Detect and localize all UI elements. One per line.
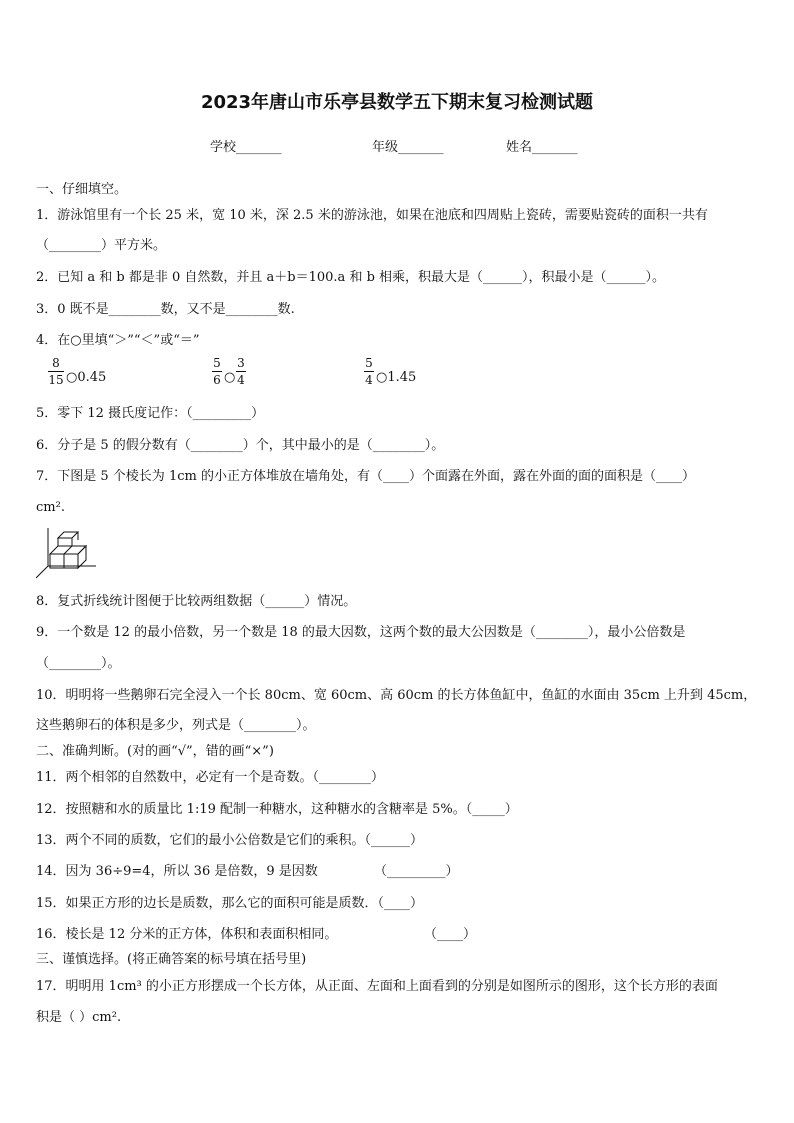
fraction-5-6: 5 6 — [213, 356, 221, 387]
question-15: 15．如果正方形的边长是质数，那么它的面积可能是质数．（____） — [36, 896, 424, 911]
question-17-line-1: 17．明明用 1cm³ 的小正方形摆成一个长方体，从正面、左面和上面看到的分别是如图所示的图形，这个长方形的表面 — [36, 979, 718, 994]
question-6: 6．分子是 5 的假分数有（________）个，其中最小的是（________）。 — [36, 438, 445, 453]
page-title: 2023年唐山市乐亭县数学五下期末复习检测试题 — [200, 92, 594, 113]
question-8: 8．复式折线统计图便于比较两组数据（______）情况。 — [36, 594, 357, 609]
question-4: 4．在○里填“＞”“＜”或“＝” — [36, 333, 200, 348]
question-5: 5．零下 12 摄氏度记作：（_________） — [36, 406, 265, 421]
fraction-5-4: 5 4 — [365, 356, 373, 387]
stacked-cubes-figure — [36, 528, 98, 582]
section-heading-2: 二、准确判断。(对的画“√”，错的画“×”) — [36, 744, 274, 759]
question-17-line-2: 积是（ ）cm². — [36, 1010, 122, 1025]
section-heading-3: 三、谨慎选择。(将正确答案的标号填在括号里) — [36, 952, 307, 967]
question-13: 13．两个不同的质数，它们的最小公倍数是它们的乘积。（______） — [36, 833, 424, 848]
section-heading-1: 一、仔细填空。 — [36, 182, 128, 197]
question-7-line-2: cm². — [36, 500, 65, 515]
question-1-line-2: （________）平方米。 — [36, 238, 167, 253]
fraction-3-4: 3 4 — [237, 356, 245, 387]
school-field: 学校_______ — [210, 140, 282, 155]
question-1-line-1: 1．游泳馆里有一个长 25 米，宽 10 米，深 2.5 米的游泳池，如果在池底和四周贴上瓷砖，需要贴瓷砖的面积一共有 — [36, 208, 708, 223]
question-10-line-1: 10．明明将一些鹅卵石完全浸入一个长 80cm、宽 60cm、高 60cm 的长方体鱼缸中，鱼缸的水面由 35cm 上升到 45cm， — [36, 688, 757, 703]
question-10-line-2: 这些鹅卵石的体积是多少，列式是（________）。 — [36, 718, 316, 733]
question-12: 12．按照糖和水的质量比 1:19 配制一种糖水，这种糖水的含糖率是 5%。（_____） — [36, 802, 518, 817]
question-16: 16．棱长是 12 分米的正方体，体积和表面积相同。 — [36, 927, 338, 942]
question-16-blank: （____） — [424, 927, 477, 942]
question-9-line-2: （________）。 — [36, 656, 121, 671]
question-9-line-1: 9．一个数是 12 的最小倍数，另一个数是 18 的最大因数，这两个数的最大公因数是（________），最小公倍数是 — [36, 625, 686, 640]
question-14: 14．因为 36÷9=4，所以 36 是倍数，9 是因数 — [36, 864, 318, 879]
question-3: 3．0 既不是________数，又不是________数. — [36, 302, 295, 317]
name-field: 姓名_______ — [506, 140, 578, 155]
fraction-8-15: 8 15 — [48, 356, 64, 387]
question-11: 11．两个相邻的自然数中，必定有一个是奇数。（________） — [36, 770, 385, 785]
question-2: 2．已知 a 和 b 都是非 0 自然数，并且 a＋b＝100.a 和 b 相乘，积最大是（______），积最小是（______）。 — [36, 270, 666, 285]
question-7-line-1: 7．下图是 5 个棱长为 1cm 的小正方体堆放在墙角处，有（____）个面露在外面，露在外面的面的面积是（____） — [36, 469, 695, 484]
question-14-blank: （_________） — [374, 864, 459, 879]
grade-field: 年级_______ — [372, 140, 444, 155]
